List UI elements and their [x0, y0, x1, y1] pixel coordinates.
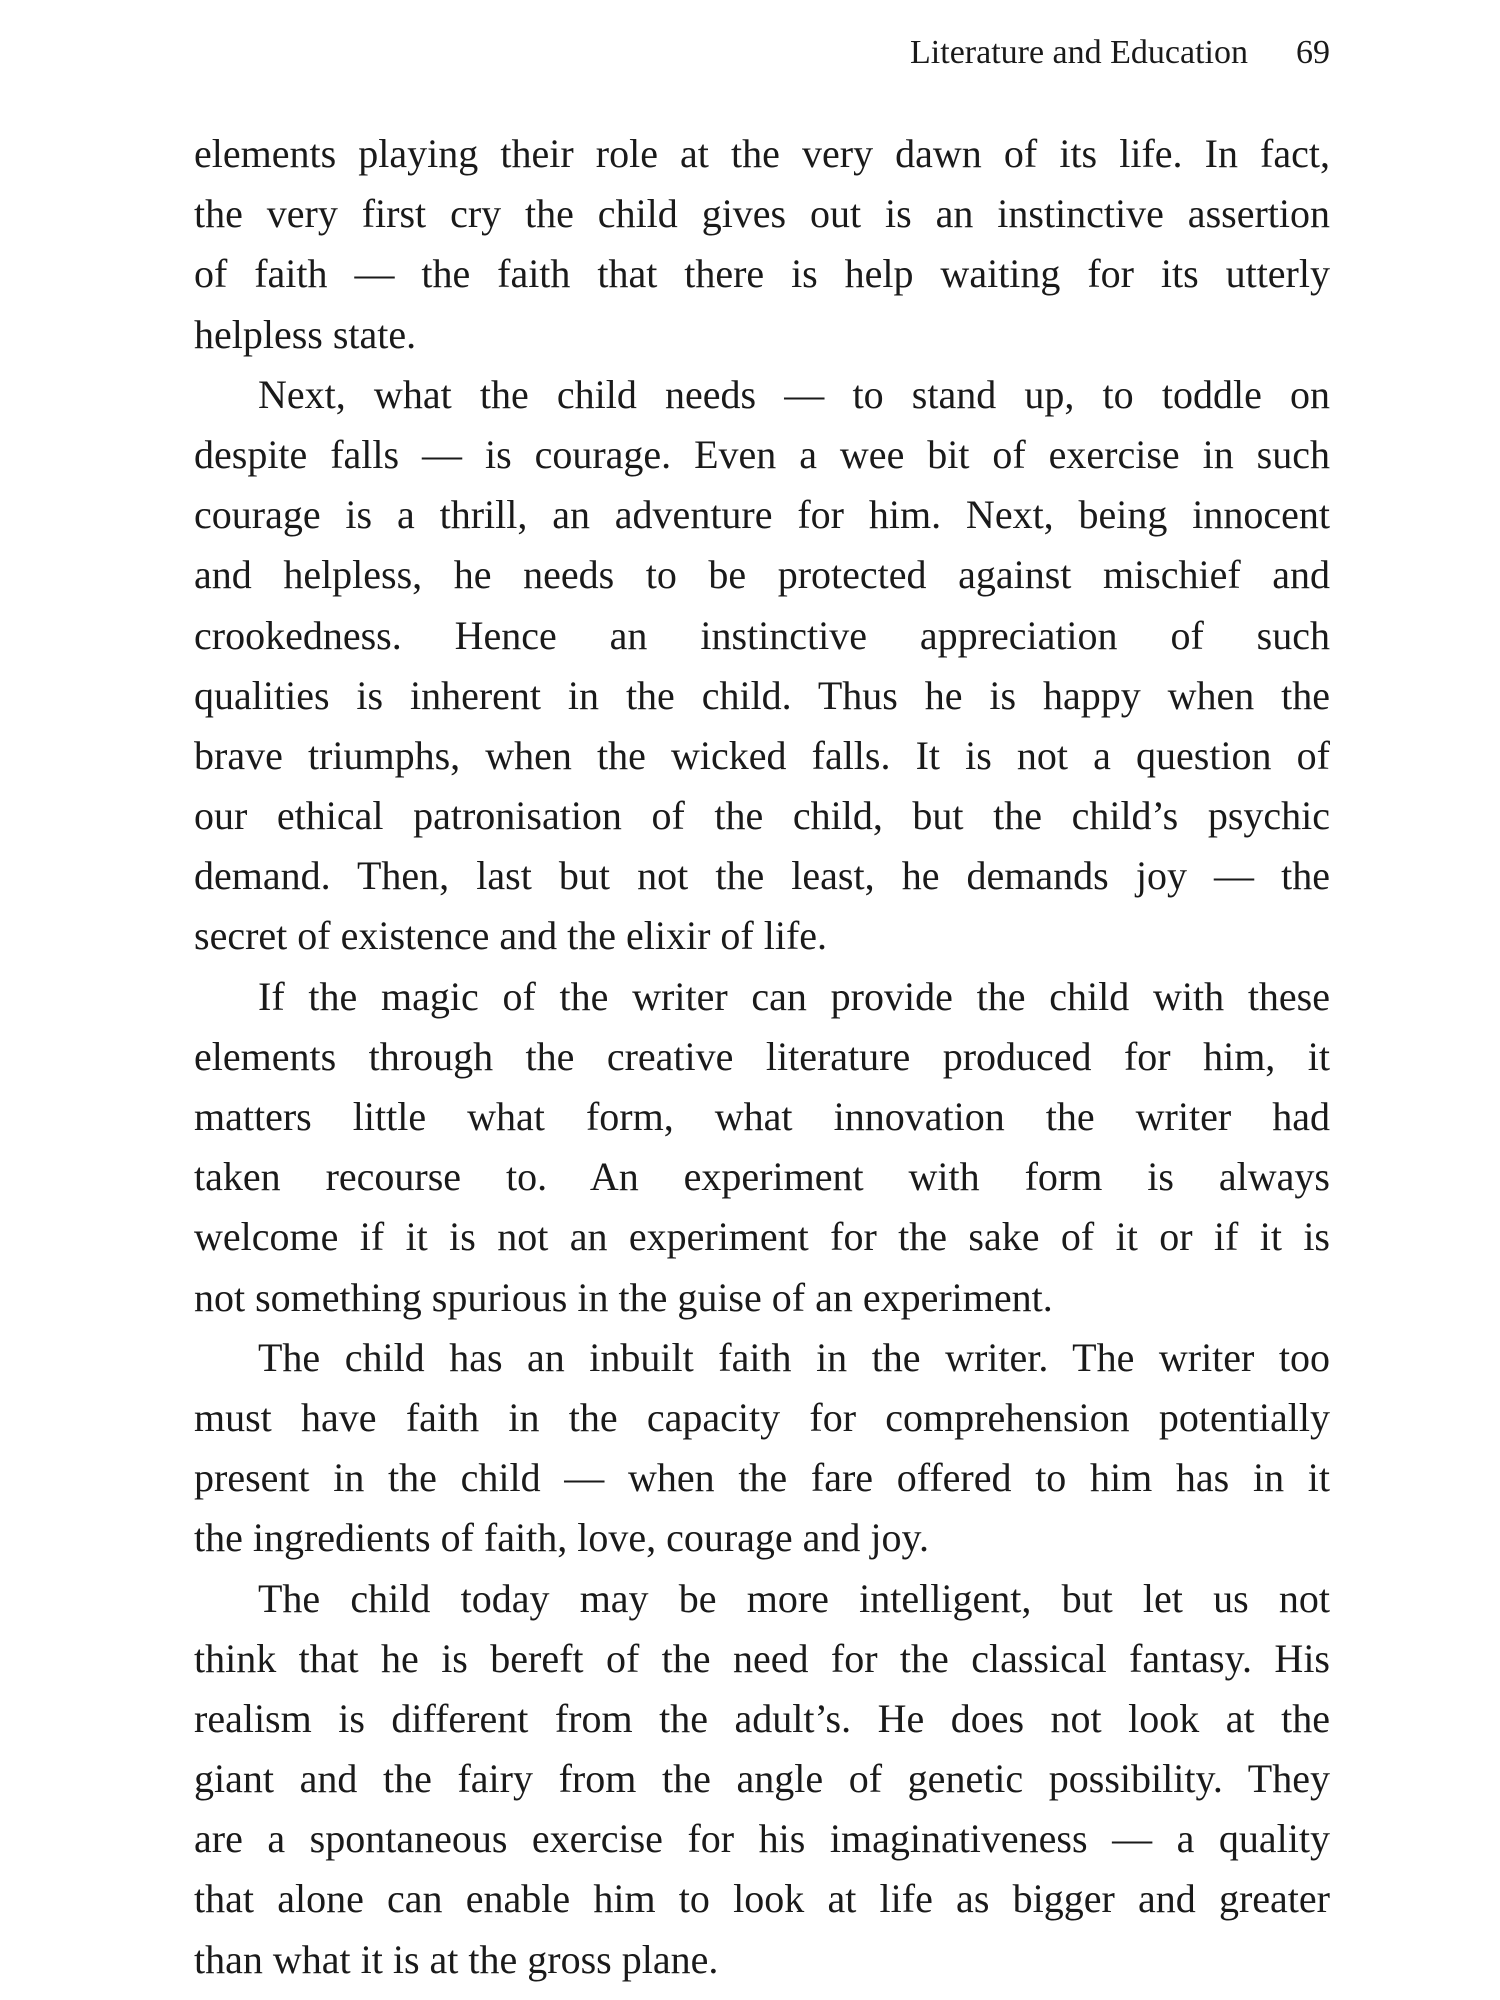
text-line: qualities is inherent in the child. Thus he is happy when the: [194, 672, 1330, 718]
running-header: [910, 34, 1330, 72]
text-line: matters little what form, what innovation the writer had: [194, 1094, 1330, 1139]
text-line: elements playing their role at the very dawn of its life. In fact,: [194, 131, 1330, 176]
text-line: crookedness. Hence an instinctive appreciation of such: [194, 612, 1330, 658]
text-line: that alone can enable him to look at life as bigger and greater: [194, 1876, 1330, 1922]
text-line: not something spurious in the guise of an experiment.: [194, 1274, 1053, 1320]
text-line: courage is a thrill, an adventure for him. Next, being innocent: [194, 492, 1330, 538]
text-line: must have faith in the capacity for comprehension potentially: [194, 1394, 1330, 1440]
paragraph: [194, 124, 1330, 365]
text-line: giant and the fairy from the angle of genetic possibility. They: [194, 1756, 1330, 1802]
page-body: [194, 124, 1330, 1990]
text-line: The child today may be more intelligent, but let us not: [258, 1575, 1330, 1621]
text-line: are a spontaneous exercise for his imaginativeness — a quality: [194, 1816, 1330, 1862]
text-line: realism is different from the adult’s. He does not look at the: [194, 1695, 1330, 1741]
text-line: secret of existence and the elixir of life.: [194, 913, 828, 959]
text-line: welcome if it is not an experiment for the sake of it or if it is: [194, 1214, 1330, 1260]
text-line: despite falls — is courage. Even a wee bit of exercise in such: [194, 431, 1330, 477]
text-line: demand. Then, last but not the least, he demands joy — the: [194, 853, 1330, 899]
text-line: The child has an inbuilt faith in the writer. The writer too: [258, 1334, 1330, 1380]
text-line: present in the child — when the fare offered to him has in it: [194, 1455, 1330, 1501]
text-line: the very first cry the child gives out is an instinctive assertion: [194, 191, 1330, 237]
text-line: think that he is bereft of the need for the classical fantasy. His: [194, 1635, 1330, 1681]
text-line: the ingredients of faith, love, courage and joy.: [194, 1515, 929, 1561]
paragraph: [194, 967, 1330, 1328]
text-line: elements through the creative literature produced for him, it: [194, 1033, 1330, 1079]
text-line: and helpless, he needs to be protected against mischief and: [194, 552, 1330, 598]
running-title: Literature and Education: [910, 34, 1248, 71]
text-line: than what it is at the gross plane.: [194, 1936, 719, 1982]
text-line: brave triumphs, when the wicked falls. It is not a question of: [194, 732, 1330, 778]
text-line: Next, what the child needs — to stand up, to toddle on: [258, 371, 1330, 417]
paragraph: [194, 365, 1330, 967]
text-line: our ethical patronisation of the child, but the child’s psychic: [194, 793, 1330, 839]
text-line: of faith — the faith that there is help waiting for its utterly: [194, 251, 1330, 297]
paragraph: [194, 1569, 1330, 1990]
text-line: If the magic of the writer can provide the child with these: [258, 973, 1330, 1019]
text-line: helpless state.: [194, 311, 417, 357]
page-number: 69: [1296, 34, 1330, 71]
text-line: taken recourse to. An experiment with form is always: [194, 1154, 1330, 1200]
paragraph: [194, 1328, 1330, 1569]
